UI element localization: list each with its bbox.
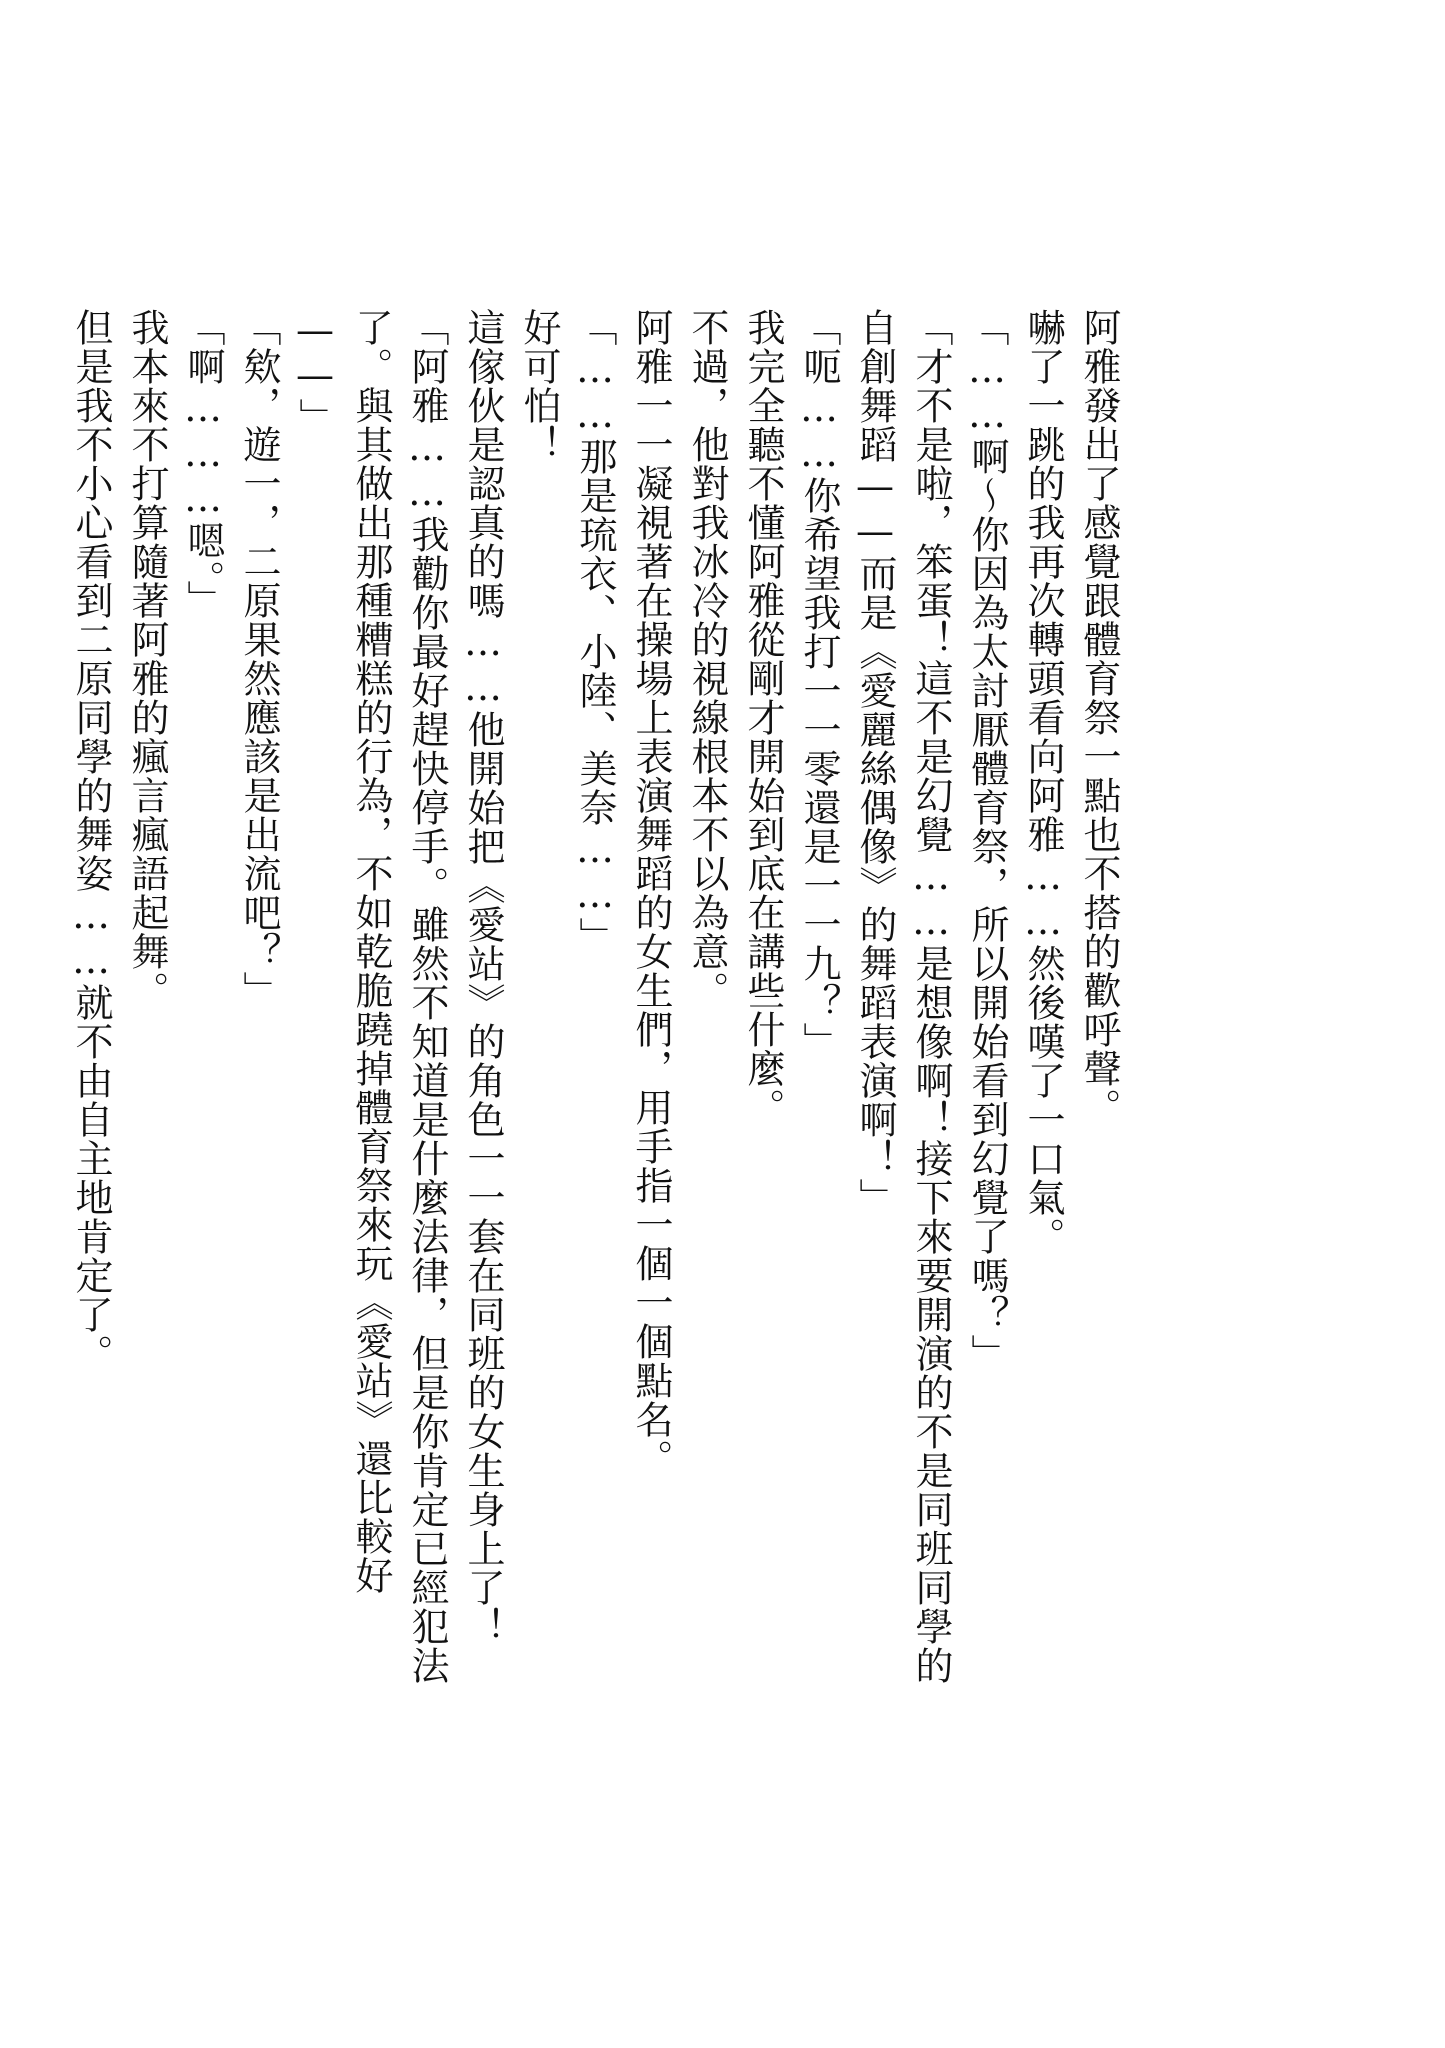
text-line: 「……啊～你因為太討厭體育祭，所以開始看到幻覺了嗎？」 (965, 308, 1009, 1373)
text-line: 「……那是琉衣、小陸、美奈……」 (573, 308, 617, 956)
text-line: 不過，他對我冰冷的視線根本不以為意。 (685, 308, 729, 1010)
text-line: 我本來不打算隨著阿雅的瘋言瘋語起舞。 (125, 308, 169, 1010)
text-line: 好可怕！ (517, 308, 561, 464)
vertical-text-body (63, 308, 1127, 1688)
text-line: 阿雅發出了感覺跟體育祭一點也不搭的歡呼聲。 (1077, 308, 1121, 1127)
text-line: 「啊………嗯。」 (181, 308, 225, 619)
text-line: 這傢伙是認真的嗎……他開始把《愛站》的角色一一套在同班的女生身上了！ (461, 308, 505, 1646)
text-line: 「欸，遊一，二原果然應該是出流吧？」 (237, 308, 281, 1010)
text-line: 「呃……你希望我打一一零還是一一九？」 (797, 308, 841, 1061)
text-line: 嚇了一跳的我再次轉頭看向阿雅……然後嘆了一口氣。 (1021, 308, 1065, 1256)
text-line: 我完全聽不懂阿雅從剛才開始到底在講些什麼。 (741, 308, 785, 1127)
text-line: 阿雅一一凝視著在操場上表演舞蹈的女生們，用手指一個一個點名。 (629, 308, 673, 1478)
text-line: 「阿雅……我勸你最好趕快停手。雖然不知道是什麼法律，但是你肯定已經犯法了。與其做出那種糟糕的行為，不如乾脆蹺掉體育祭來玩《愛站》還比較好——」 (293, 308, 449, 1685)
text-line: 但是我不小心看到二原同學的舞姿……就不由自主地肯定了。 (69, 308, 113, 1373)
text-line: 「才不是啦，笨蛋！這不是幻覺……是想像啊！接下來要開演的不是同班同學的自創舞蹈——而是《愛麗絲偶像》的舞蹈表演啊！」 (853, 308, 953, 1685)
